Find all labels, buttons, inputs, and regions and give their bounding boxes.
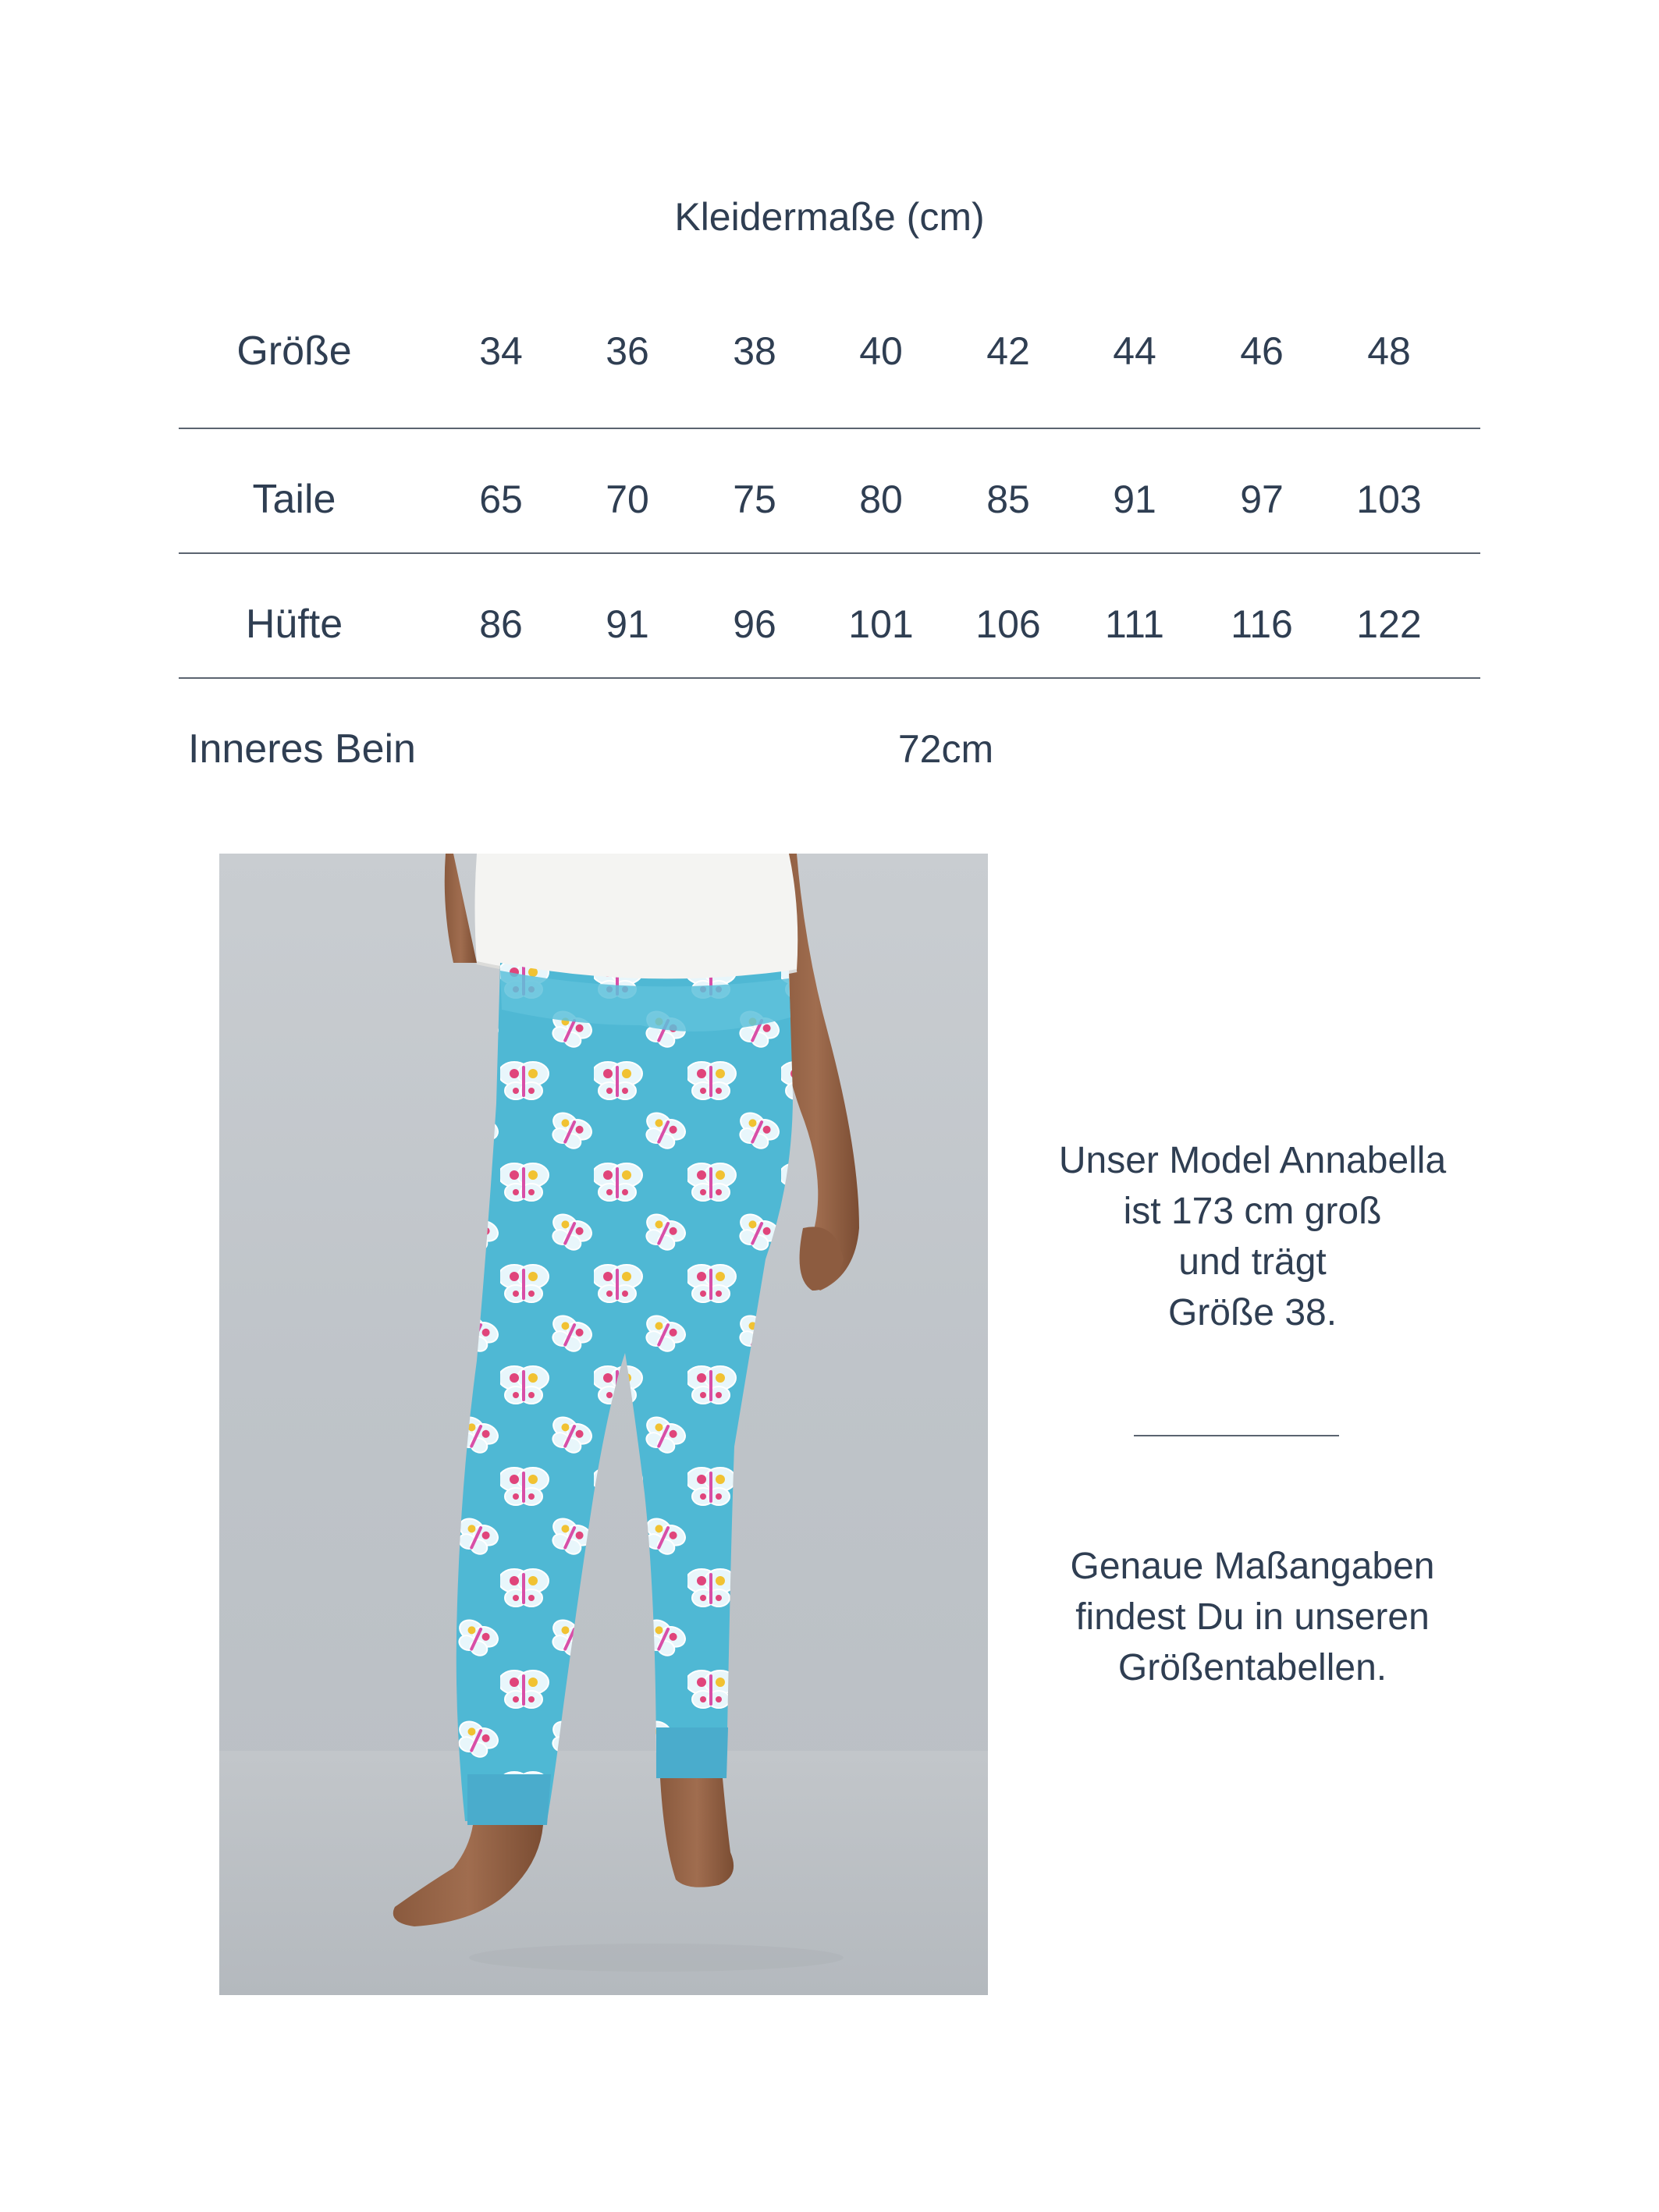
row-label-inseam: Inneres Bein [188,726,416,772]
size-note-line: findest Du in unseren [1075,1596,1430,1638]
size-cell: 36 [606,329,649,373]
table-cell: 86 [479,602,523,646]
size-cell: 44 [1113,329,1156,373]
size-cell: 42 [986,329,1030,373]
table-cell: 96 [733,602,776,646]
row-label-waist: Taile [252,477,336,522]
table-cell: 101 [848,602,914,646]
inseam-value: 72cm [897,727,994,771]
size-cell: 38 [733,329,776,373]
size-note-line: Größentabellen. [1117,1647,1387,1688]
table-row-waist [179,429,1480,554]
model-note-line: und trägt [1178,1241,1327,1283]
model-note-line: Größe 38. [1167,1292,1338,1333]
row-label-hip: Hüfte [245,602,343,647]
table-cell: 65 [479,478,523,521]
table-header-row [179,304,1480,429]
table-row-hip [179,554,1480,679]
page-title: Kleidermaße (cm) [674,195,985,239]
table-cell: 116 [1231,602,1293,646]
table-cell: 70 [606,478,649,521]
table-cell: 103 [1356,478,1422,521]
table-cell: 80 [859,478,903,521]
row-label-size: Größe [236,328,352,374]
model-note-line: Unser Model Annabella [1058,1140,1447,1181]
table-cell: 106 [975,602,1041,646]
divider [1134,1435,1339,1436]
table-cell: 111 [1104,602,1164,646]
table-cell: 85 [986,478,1030,521]
table-cell: 91 [606,602,649,646]
size-table [179,304,1480,804]
model-note-line: ist 173 cm groß [1123,1191,1382,1232]
size-note [1030,1541,1475,1693]
model-note [1030,1135,1475,1338]
size-cell: 46 [1240,329,1284,373]
size-note-line: Genaue Maßangaben [1070,1546,1435,1587]
table-cell: 97 [1240,478,1284,521]
table-row-inseam [179,679,1480,804]
table-cell: 75 [733,478,776,521]
size-cell: 48 [1367,329,1411,373]
table-cell: 122 [1356,602,1422,646]
table-cell: 91 [1113,478,1156,521]
size-cell: 40 [859,329,903,373]
size-cell: 34 [479,329,523,373]
model-photo [219,854,988,1995]
